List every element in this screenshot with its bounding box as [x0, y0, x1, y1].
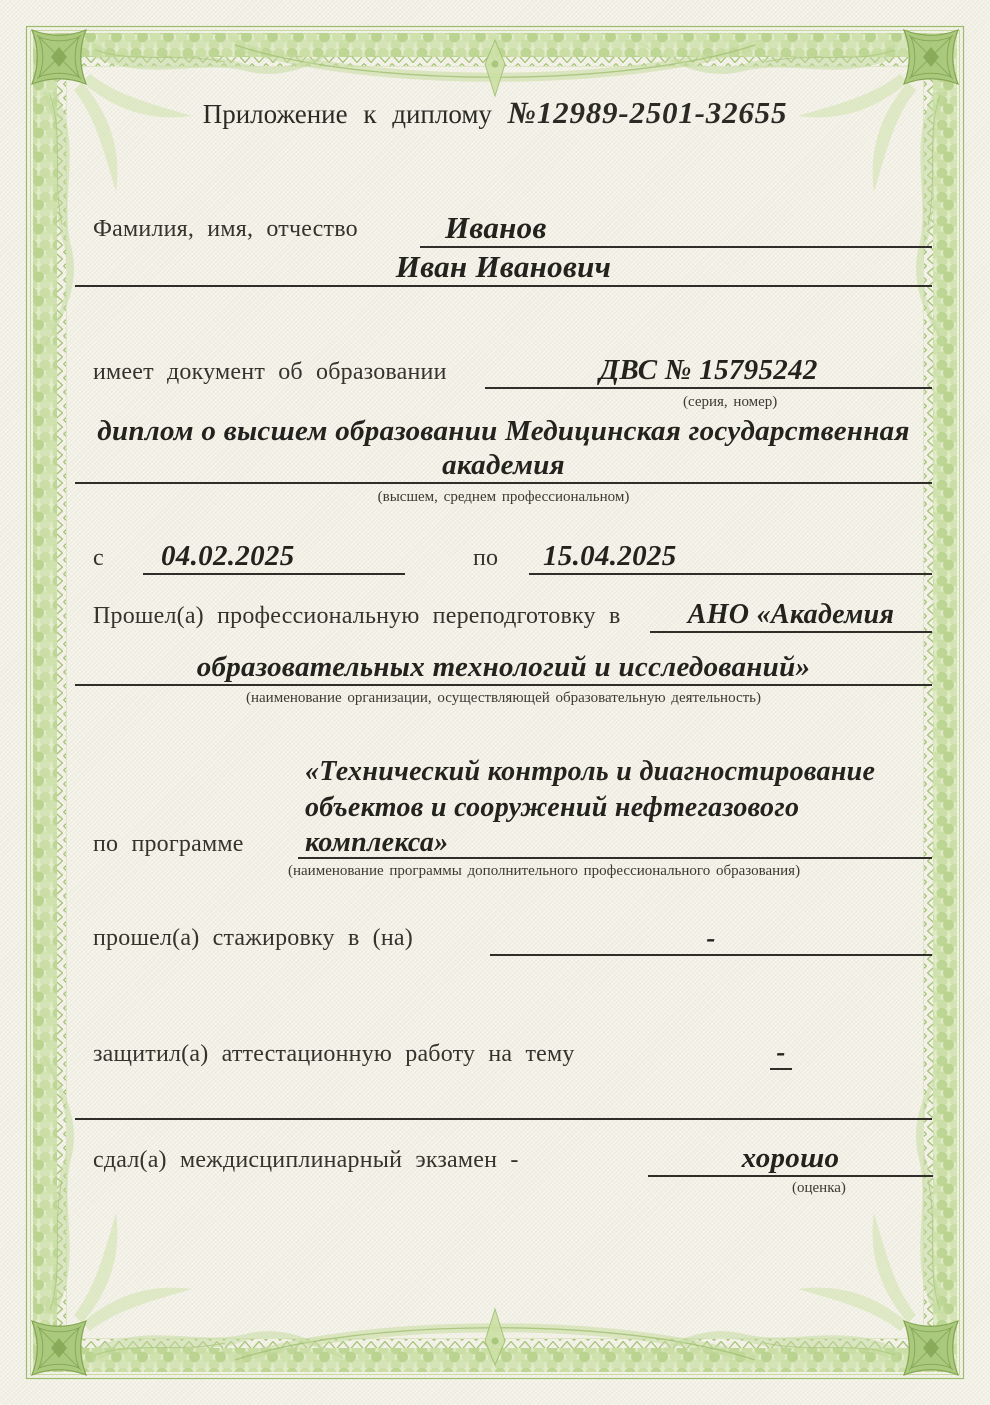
surname-value: Иванов — [445, 210, 547, 245]
period-to-value: 15.04.2025 — [543, 540, 677, 572]
fio-line-1 — [420, 209, 932, 248]
retraining-label: Прошел(а) профессиональную переподготовку в — [93, 603, 621, 629]
edu-doc-caption: (серия, номер) — [683, 394, 778, 410]
exam-label: сдал(а) междисциплинарный экзамен - — [93, 1147, 519, 1173]
thesis-value: - — [776, 1037, 786, 1067]
retraining-caption: (наименование организации, осуществляющей образовательную деятельность) — [246, 690, 761, 706]
program-value-line-3: комплекса» — [305, 827, 449, 858]
name-patronymic-value: Иван Иванович — [395, 249, 612, 284]
period-from-value: 04.02.2025 — [161, 540, 295, 572]
edu-level-value-line-1: диплом о высшем образовании Медицинская государственная — [97, 415, 910, 447]
program-line — [298, 857, 932, 859]
internship-line — [490, 918, 932, 956]
program-caption: (наименование программы дополнительного профессионального образования) — [288, 863, 801, 879]
retraining-org-line-2 — [75, 643, 932, 686]
edu-doc-label: имеет документ об образовании — [93, 359, 447, 385]
thesis-value-line — [770, 1037, 792, 1070]
exam-caption: (оценка) — [792, 1180, 846, 1196]
edu-doc-value: ДВС № 15795242 — [599, 354, 818, 386]
exam-line — [648, 1139, 933, 1177]
edu-level-value-line-2: академия — [442, 449, 565, 481]
retraining-org-value-line-1: АНО «Академия — [687, 599, 895, 630]
edu-level-caption: (высшем, среднем профессиональном) — [377, 489, 630, 505]
title-label: Приложение к диплому — [202, 99, 492, 129]
retraining-org-line-1 — [650, 597, 932, 633]
internship-value: - — [706, 923, 716, 953]
program-value-line-2: объектов и сооружений нефтегазового — [305, 791, 800, 823]
thesis-line — [75, 1118, 932, 1120]
fio-line-2 — [75, 247, 932, 287]
edu-doc-line — [485, 351, 932, 389]
period-to-label: по — [473, 545, 499, 571]
fio-label: Фамилия, имя, отчество — [93, 216, 358, 242]
title-number: №12989-2501-32655 — [507, 95, 788, 130]
program-value — [305, 754, 945, 861]
period-to-line — [529, 538, 932, 575]
thesis-label: защитил(а) аттестационную работу на тему — [93, 1041, 575, 1067]
period-from-line — [143, 538, 405, 575]
period-from-label: с — [93, 545, 104, 571]
exam-value: хорошо — [741, 1142, 840, 1174]
edu-level-block — [75, 413, 932, 484]
retraining-org-value-line-2: образовательных технологий и исследований» — [196, 651, 811, 683]
program-label: по программе — [93, 831, 244, 857]
internship-label: прошел(а) стажировку в (на) — [93, 925, 413, 951]
program-value-line-1: «Технический контроль и диагностирование — [305, 756, 876, 787]
document-title — [0, 95, 990, 131]
